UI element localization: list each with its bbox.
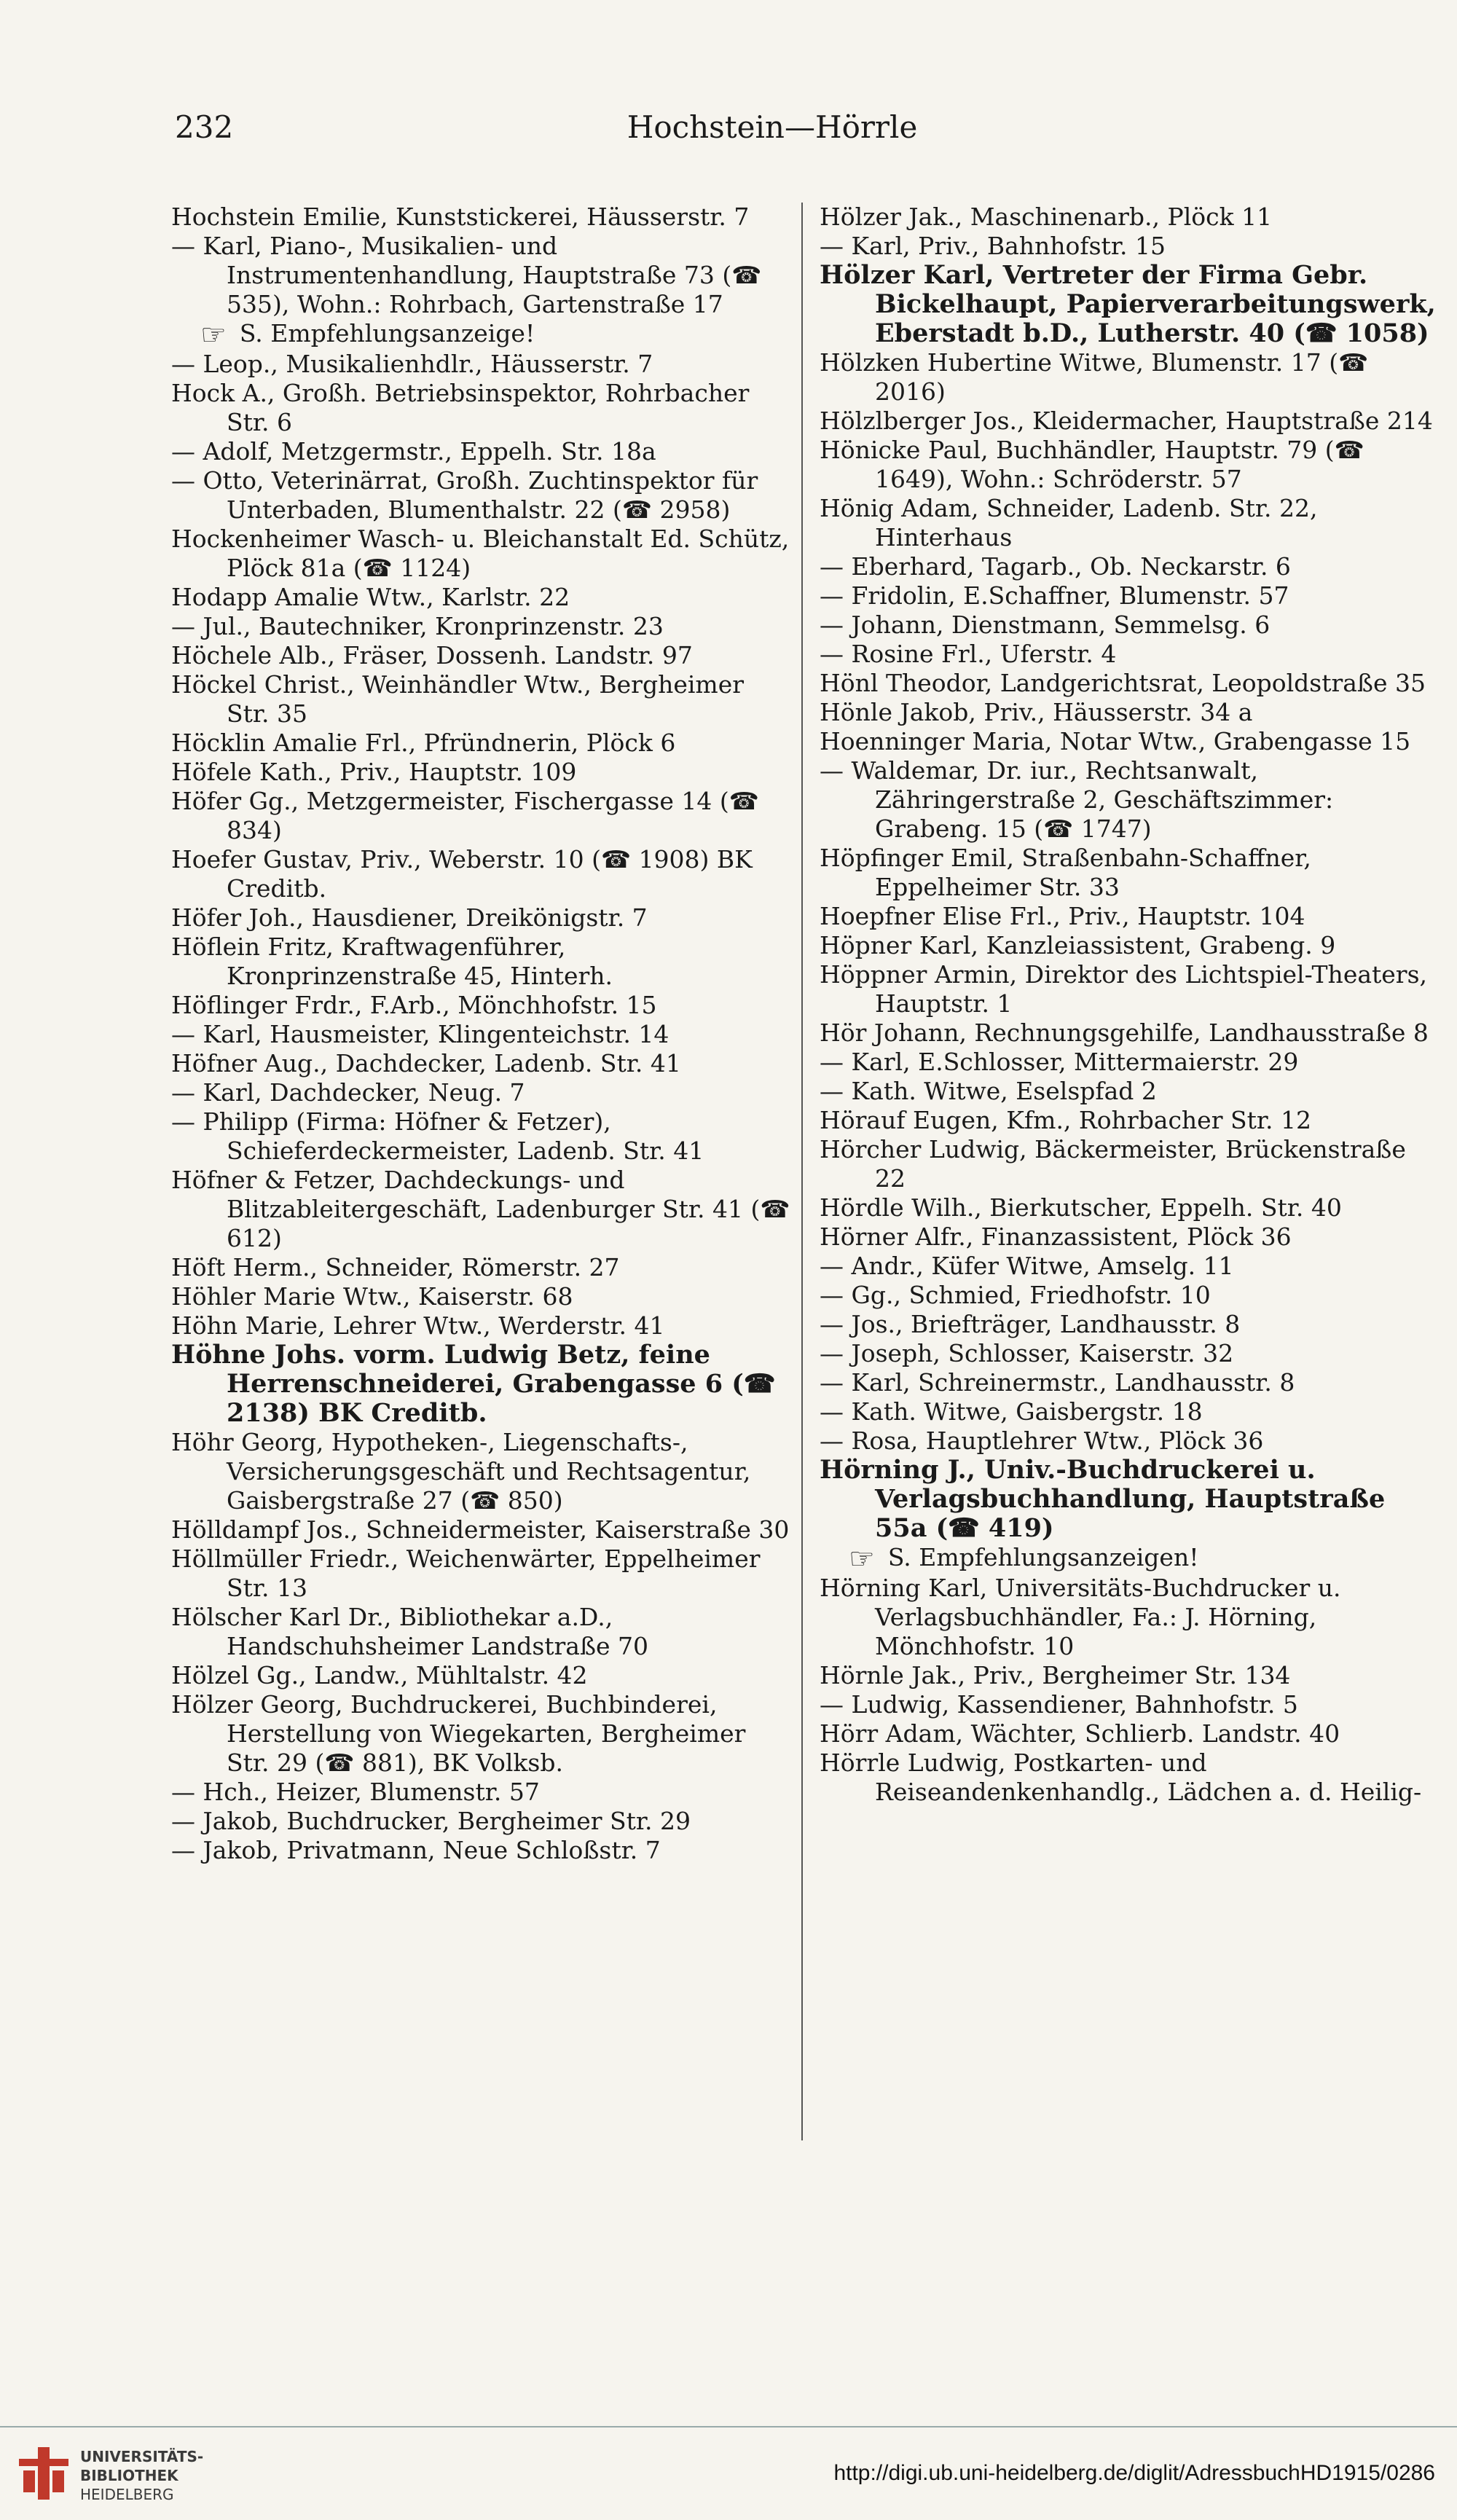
directory-entry	[820, 494, 1439, 552]
directory-entry	[820, 436, 1439, 494]
entry-text: Höckel Christ., Weinhändler Wtw., Bergheimer Str. 35	[171, 670, 745, 728]
entry-text: — Rosa, Hauptlehrer Wtw., Plöck 36	[820, 1426, 1264, 1455]
directory-entry	[171, 1807, 790, 1836]
directory-entry	[171, 845, 790, 903]
directory-entry	[171, 787, 790, 845]
entry-text: Höfer Joh., Hausdiener, Dreikönigstr. 7	[171, 903, 648, 932]
entry-text: Hörr Adam, Wächter, Schlierb. Landstr. 40	[820, 1719, 1340, 1748]
directory-entry	[820, 931, 1439, 960]
directory-entry	[820, 844, 1439, 902]
directory-entry	[820, 581, 1439, 611]
entry-text: — Jakob, Buchdrucker, Bergheimer Str. 29	[171, 1807, 691, 1835]
entry-text: Höhn Marie, Lehrer Wtw., Werderstr. 41	[171, 1311, 665, 1340]
directory-entry	[820, 756, 1439, 844]
directory-entry	[820, 727, 1439, 756]
entry-text: Höchele Alb., Fräser, Dossenh. Landstr. 97	[171, 641, 693, 670]
page-number: 232	[175, 109, 234, 145]
entry-text: — Ludwig, Kassendiener, Bahnhofstr. 5	[820, 1690, 1298, 1719]
entry-text: — Otto, Veterinärrat, Großh. Zuchtinspektor für Unterbaden, Blumenthalstr. 22 (☎ 2958)	[171, 466, 758, 524]
entry-text: Hölzer Jak., Maschinenarb., Plöck 11	[820, 203, 1273, 231]
directory-entry	[171, 1020, 790, 1049]
entry-text: Hönig Adam, Schneider, Ladenb. Str. 22, Hinterhaus	[820, 494, 1318, 552]
entry-text: — Gg., Schmied, Friedhofstr. 10	[820, 1281, 1211, 1309]
directory-entry	[820, 640, 1439, 669]
directory-entry	[820, 407, 1439, 436]
directory-entry	[820, 698, 1439, 727]
directory-entry	[820, 1281, 1439, 1310]
entry-text: Hoenninger Maria, Notar Wtw., Grabengasse 15	[820, 727, 1411, 755]
entry-text: Hölzer Karl, Vertreter der Firma Gebr. Bickelhaupt, Papierverarbeitungswerk, Eberstadt b.D., Lutherstr. 40 (☎ 1058)	[820, 260, 1436, 348]
directory-entry	[171, 1166, 790, 1253]
directory-entry	[171, 991, 790, 1020]
logo-line: UNIVERSITÄTS-	[80, 2448, 204, 2465]
entry-text: — Johann, Dienstmann, Semmelsg. 6	[820, 611, 1271, 639]
directory-entry	[171, 612, 790, 641]
page-header	[175, 109, 1370, 153]
entry-text: Höhler Marie Wtw., Kaiserstr. 68	[171, 1282, 573, 1311]
entry-text: Höhr Georg, Hypotheken-, Liegenschafts-, Versicherungsgeschäft und Rechtsagentur, Gaisbergstraße 27 (☎ 850)	[171, 1428, 751, 1515]
entry-text: Höfer Gg., Metzgermeister, Fischergasse 14 (☎ 834)	[171, 787, 759, 844]
entry-text: — Hch., Heizer, Blumenstr. 57	[171, 1778, 540, 1806]
directory-entry	[820, 203, 1439, 232]
directory-entry	[171, 933, 790, 991]
directory-entry	[171, 670, 790, 729]
entry-text: — Joseph, Schlosser, Kaiserstr. 32	[820, 1339, 1234, 1367]
entry-text: Höfele Kath., Priv., Hauptstr. 109	[171, 758, 577, 786]
directory-entry	[820, 1339, 1439, 1368]
directory-entry	[171, 379, 790, 437]
directory-entry	[820, 1077, 1439, 1106]
directory-entry	[171, 1078, 790, 1107]
entry-text: Hock A., Großh. Betriebsinspektor, Rohrbacher Str. 6	[171, 379, 750, 436]
library-logo-icon	[16, 2444, 71, 2503]
right-column	[820, 203, 1439, 1807]
entry-text: — Jos., Briefträger, Landhausstr. 8	[820, 1310, 1241, 1338]
directory-entry	[820, 232, 1439, 261]
directory-entry	[820, 902, 1439, 931]
directory-entry	[820, 1397, 1439, 1426]
reference-note	[171, 319, 790, 350]
entry-text: Hörnle Jak., Priv., Bergheimer Str. 134	[820, 1661, 1291, 1689]
directory-entry	[171, 1282, 790, 1311]
logo-line: HEIDELBERG	[80, 2486, 174, 2503]
directory-entry	[171, 1690, 790, 1778]
entry-text: Hoepfner Elise Frl., Priv., Hauptstr. 104	[820, 902, 1305, 930]
directory-entry	[820, 1574, 1439, 1661]
directory-entry	[820, 611, 1439, 640]
entry-text: Höflein Fritz, Kraftwagenführer, Kronprinzenstraße 45, Hinterh.	[171, 933, 613, 990]
directory-entry	[171, 1778, 790, 1807]
entry-text: Hörning Karl, Universitäts-Buchdrucker u. Verlagsbuchhändler, Fa.: J. Hörning, Mönchhofstr. 10	[820, 1574, 1341, 1660]
entry-text: Hochstein Emilie, Kunststickerei, Häusserstr. 7	[171, 203, 750, 231]
entry-text: — Karl, Dachdecker, Neug. 7	[171, 1078, 525, 1107]
directory-entry	[171, 1515, 790, 1544]
entry-text: Hörauf Eugen, Kfm., Rohrbacher Str. 12	[820, 1106, 1311, 1134]
footer-divider	[0, 2426, 1457, 2427]
running-head: Hochstein—Hörrle	[627, 109, 918, 145]
entry-text: — Jakob, Privatmann, Neue Schloßstr. 7	[171, 1836, 661, 1864]
library-logo	[16, 2444, 235, 2510]
directory-entry	[820, 552, 1439, 581]
directory-entry	[820, 1748, 1439, 1807]
entry-text: Höpfinger Emil, Straßenbahn-Schaffner, Eppelheimer Str. 33	[820, 844, 1311, 901]
directory-entry	[820, 1252, 1439, 1281]
directory-entry	[171, 1544, 790, 1603]
entry-text: Hördle Wilh., Bierkutscher, Eppelh. Str. 40	[820, 1193, 1342, 1222]
entry-text: — Karl, Piano-, Musikalien- und Instrumentenhandlung, Hauptstraße 73 (☎ 535), Wohn.: Rohrbach, Gartenstraße 17	[171, 232, 762, 318]
entry-text: Höppner Armin, Direktor des Lichtspiel-Theaters, Hauptstr. 1	[820, 960, 1428, 1018]
directory-entry	[820, 669, 1439, 698]
directory-entry	[171, 1049, 790, 1078]
directory-entry	[171, 1836, 790, 1865]
directory-entry	[171, 729, 790, 758]
directory-entry	[820, 1048, 1439, 1077]
directory-entry	[171, 525, 790, 583]
directory-entry	[820, 1690, 1439, 1719]
entry-text: Hockenheimer Wasch- u. Bleichanstalt Ed. Schütz, Plöck 81a (☎ 1124)	[171, 525, 790, 582]
directory-entry	[171, 1341, 790, 1428]
directory-entry	[171, 1253, 790, 1282]
directory-entry	[820, 1018, 1439, 1048]
directory-entry	[171, 758, 790, 787]
entry-text: Höft Herm., Schneider, Römerstr. 27	[171, 1253, 620, 1281]
directory-entry	[820, 1193, 1439, 1222]
directory-entry	[820, 1368, 1439, 1397]
directory-entry	[171, 1311, 790, 1341]
entry-text: — Karl, Priv., Bahnhofstr. 15	[820, 232, 1166, 260]
entry-text: Hölzel Gg., Landw., Mühltalstr. 42	[171, 1661, 588, 1689]
reference-note	[820, 1543, 1439, 1574]
entry-text: Hölldampf Jos., Schneidermeister, Kaiserstraße 30	[171, 1515, 790, 1544]
column-divider	[801, 203, 803, 2140]
entry-text: — Andr., Küfer Witwe, Amselg. 11	[820, 1252, 1234, 1280]
directory-entry	[171, 1661, 790, 1690]
entry-text: — Adolf, Metzgermstr., Eppelh. Str. 18a	[171, 437, 656, 466]
directory-entry	[820, 1222, 1439, 1252]
directory-entry	[171, 1428, 790, 1515]
entry-text: — Karl, Schreinermstr., Landhausstr. 8	[820, 1368, 1295, 1397]
entry-text: Höflinger Frdr., F.Arb., Mönchhofstr. 15	[171, 991, 657, 1019]
entry-text: — Jul., Bautechniker, Kronprinzenstr. 23	[171, 612, 664, 640]
entry-text: Hoefer Gustav, Priv., Weberstr. 10 (☎ 1908) BK Creditb.	[171, 845, 753, 903]
directory-entry	[820, 1456, 1439, 1543]
directory-entry	[171, 641, 790, 670]
entry-text: Hör Johann, Rechnungsgehilfe, Landhausstraße 8	[820, 1018, 1429, 1047]
entry-text: — Eberhard, Tagarb., Ob. Neckarstr. 6	[820, 552, 1291, 581]
pointing-hand-icon: ☞	[200, 318, 227, 352]
entry-text: Hölzer Georg, Buchdruckerei, Buchbinderei, Herstellung von Wiegekarten, Bergheimer Str. 29 (☎ 881), BK Volksb.	[171, 1690, 746, 1777]
entry-text: Hönl Theodor, Landgerichtsrat, Leopoldstraße 35	[820, 669, 1426, 697]
entry-text: S. Empfehlungsanzeige!	[239, 319, 535, 348]
directory-entry	[820, 1106, 1439, 1135]
entry-text: — Philipp (Firma: Höfner & Fetzer), Schieferdeckermeister, Ladenb. Str. 41	[171, 1107, 704, 1165]
entry-text: — Rosine Frl., Uferstr. 4	[820, 640, 1117, 668]
directory-entry	[171, 232, 790, 319]
directory-entry	[171, 203, 790, 232]
directory-entry	[820, 1661, 1439, 1690]
entry-text: Höcklin Amalie Frl., Pfründnerin, Plöck 6	[171, 729, 676, 757]
entry-text: Hölzken Hubertine Witwe, Blumenstr. 17 (☎ 2016)	[820, 348, 1369, 406]
entry-text: Hölzlberger Jos., Kleidermacher, Hauptstraße 214	[820, 407, 1433, 435]
directory-entry	[820, 348, 1439, 407]
directory-entry	[820, 1719, 1439, 1748]
directory-entry	[171, 1107, 790, 1166]
entry-text: — Leop., Musikalienhdlr., Häusserstr. 7	[171, 350, 653, 378]
entry-text: — Kath. Witwe, Gaisbergstr. 18	[820, 1397, 1203, 1426]
directory-entry	[171, 437, 790, 466]
left-column	[171, 203, 790, 1865]
entry-text: S. Empfehlungsanzeigen!	[887, 1543, 1199, 1571]
entry-text: Hönicke Paul, Buchhändler, Hauptstr. 79 (☎ 1649), Wohn.: Schröderstr. 57	[820, 436, 1364, 493]
entry-text: Höhne Johs. vorm. Ludwig Betz, feine Herrenschneiderei, Grabengasse 6 (☎ 2138) BK Creditb.	[171, 1340, 776, 1428]
entry-text: Hönle Jakob, Priv., Häusserstr. 34 a	[820, 698, 1253, 726]
directory-entry	[171, 1603, 790, 1661]
pointing-hand-icon: ☞	[849, 1542, 875, 1576]
directory-entry	[820, 1426, 1439, 1456]
entry-text: Höllmüller Friedr., Weichenwärter, Eppelheimer Str. 13	[171, 1544, 761, 1602]
entry-text: — Fridolin, E.Schaffner, Blumenstr. 57	[820, 581, 1289, 610]
entry-text: Hörcher Ludwig, Bäckermeister, Brückenstraße 22	[820, 1135, 1406, 1193]
entry-text: — Karl, E.Schlosser, Mittermaierstr. 29	[820, 1048, 1299, 1076]
entry-text: Hörning J., Univ.-Buchdruckerei u. Verlagsbuchhandlung, Hauptstraße 55a (☎ 419)	[820, 1455, 1386, 1543]
directory-entry	[820, 960, 1439, 1018]
entry-text: Hölscher Karl Dr., Bibliothekar a.D., Handschuhsheimer Landstraße 70	[171, 1603, 649, 1660]
library-logo-text	[80, 2447, 203, 2504]
entry-text: — Kath. Witwe, Eselspfad 2	[820, 1077, 1157, 1105]
entry-text: Hörrle Ludwig, Postkarten- und Reiseandenkenhandlg., Lädchen a. d. Heilig-	[820, 1748, 1422, 1806]
directory-entry	[171, 583, 790, 612]
directory-entry	[171, 350, 790, 379]
entry-text: Höfner & Fetzer, Dachdeckungs- und Blitzableitergeschäft, Ladenburger Str. 41 (☎ 612)	[171, 1166, 790, 1252]
entry-text: Hodapp Amalie Wtw., Karlstr. 22	[171, 583, 570, 611]
entry-text: Hörner Alfr., Finanzassistent, Plöck 36	[820, 1222, 1292, 1251]
entry-text: — Waldemar, Dr. iur., Rechtsanwalt, Zähringerstraße 2, Geschäftszimmer: Grabeng. 15 (☎ 1747)	[820, 756, 1334, 843]
entry-text: Höfner Aug., Dachdecker, Ladenb. Str. 41	[171, 1049, 681, 1078]
directory-entry	[820, 261, 1439, 348]
logo-line: BIBLIOTHEK	[80, 2467, 178, 2484]
entry-text: Höpner Karl, Kanzleiassistent, Grabeng. 9	[820, 931, 1336, 959]
directory-entry	[820, 1310, 1439, 1339]
directory-entry	[820, 1135, 1439, 1193]
directory-entry	[171, 466, 790, 525]
entry-text: — Karl, Hausmeister, Klingenteichstr. 14	[171, 1020, 669, 1048]
directory-entry	[171, 903, 790, 933]
source-url[interactable]: http://digi.ub.uni-heidelberg.de/diglit/AdressbuchHD1915/0286	[833, 2461, 1435, 2485]
